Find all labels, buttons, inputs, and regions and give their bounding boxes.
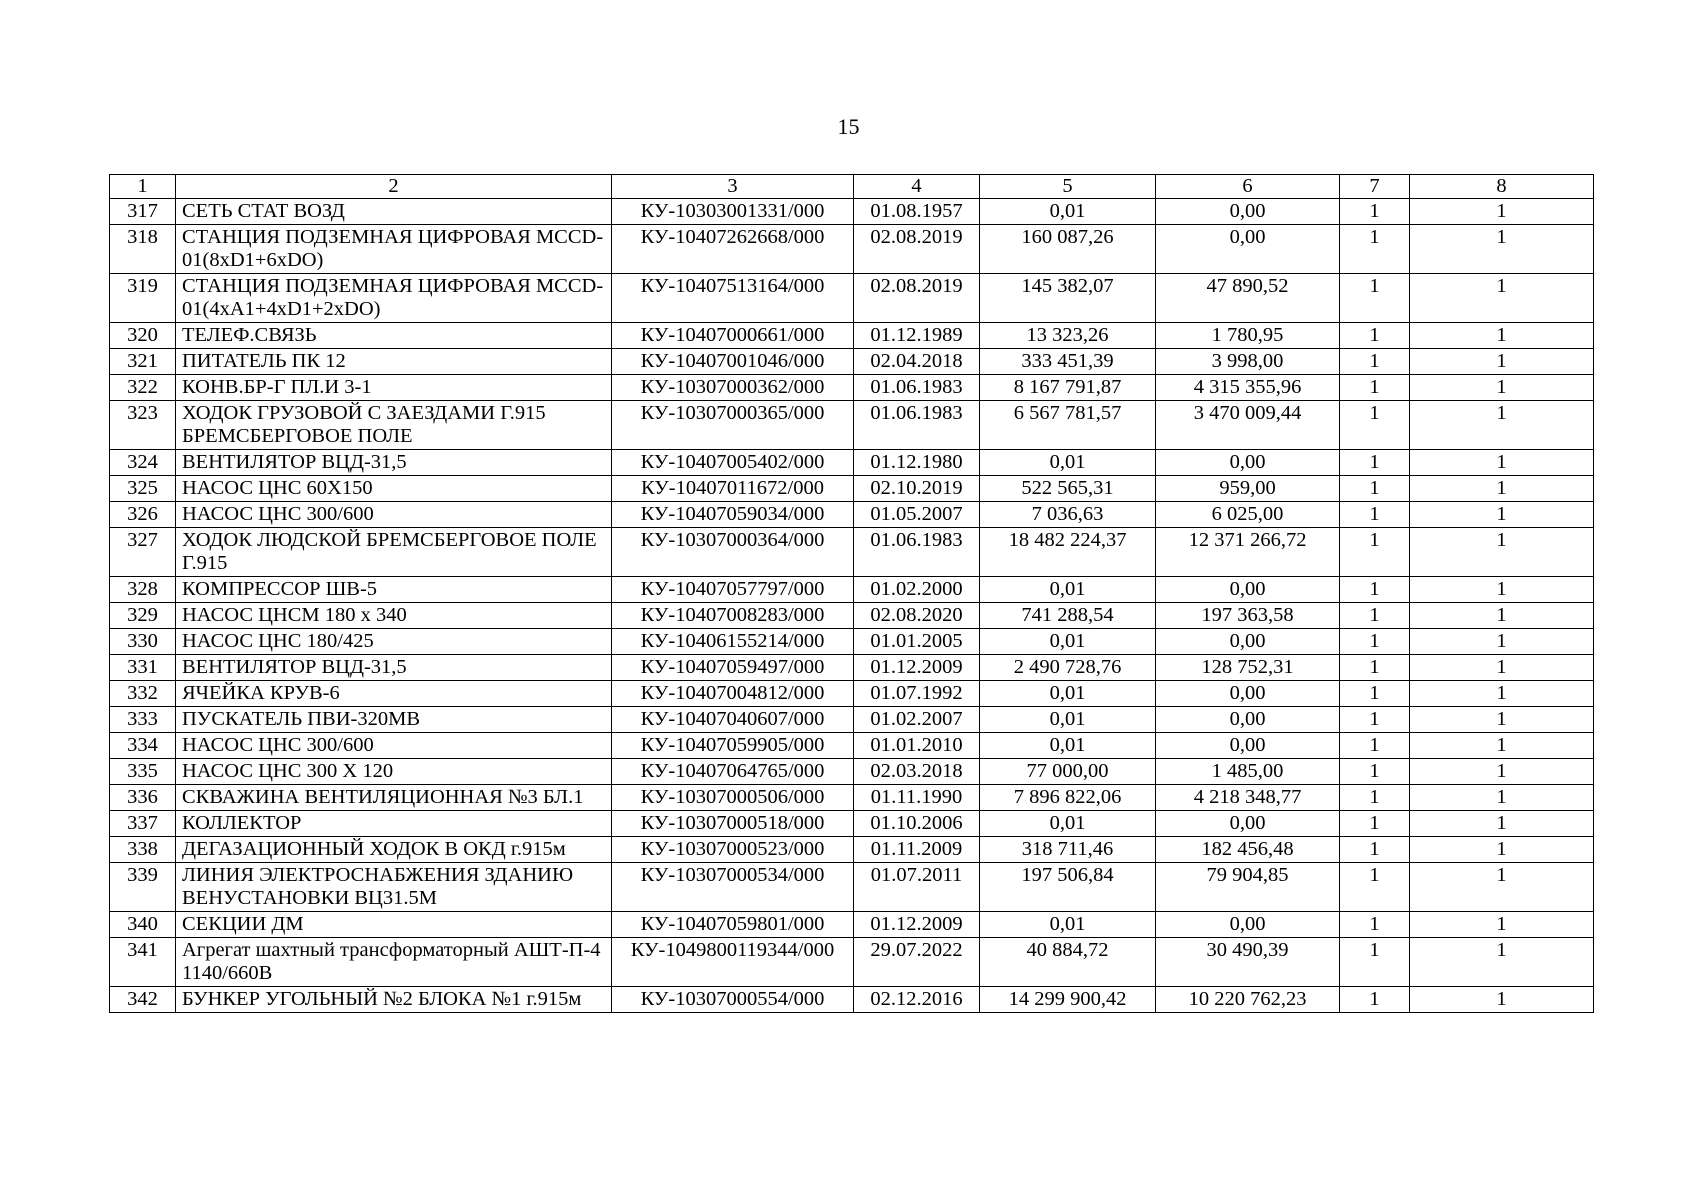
quantity-cell: 1 bbox=[1410, 323, 1594, 349]
quantity-cell: 1 bbox=[1410, 912, 1594, 938]
commission-date-cell: 01.11.2009 bbox=[854, 837, 980, 863]
row-number-cell: 338 bbox=[110, 837, 176, 863]
asset-name-cell: ВЕНТИЛЯТОР ВЦД-31,5 bbox=[176, 655, 612, 681]
inventory-code-cell: КУ-10407262668/000 bbox=[612, 225, 854, 274]
initial-cost-cell: 145 382,07 bbox=[980, 274, 1156, 323]
initial-cost-cell: 14 299 900,42 bbox=[980, 987, 1156, 1013]
row-number-cell: 320 bbox=[110, 323, 176, 349]
table-row bbox=[110, 603, 1594, 629]
quantity-cell: 1 bbox=[1340, 733, 1410, 759]
row-number-cell: 322 bbox=[110, 375, 176, 401]
commission-date-cell: 01.06.1983 bbox=[854, 401, 980, 450]
quantity-cell: 1 bbox=[1410, 375, 1594, 401]
inventory-code-cell: КУ-10407064765/000 bbox=[612, 759, 854, 785]
quantity-cell: 1 bbox=[1410, 837, 1594, 863]
quantity-cell: 1 bbox=[1410, 401, 1594, 450]
residual-cost-cell: 30 490,39 bbox=[1156, 938, 1340, 987]
quantity-cell: 1 bbox=[1340, 199, 1410, 225]
residual-cost-cell: 0,00 bbox=[1156, 629, 1340, 655]
commission-date-cell: 29.07.2022 bbox=[854, 938, 980, 987]
quantity-cell: 1 bbox=[1410, 225, 1594, 274]
quantity-cell: 1 bbox=[1410, 733, 1594, 759]
inventory-code-cell: КУ-10407004812/000 bbox=[612, 681, 854, 707]
asset-name-cell: ВЕНТИЛЯТОР ВЦД-31,5 bbox=[176, 450, 612, 476]
initial-cost-cell: 7 896 822,06 bbox=[980, 785, 1156, 811]
row-number-cell: 325 bbox=[110, 476, 176, 502]
residual-cost-cell: 3 998,00 bbox=[1156, 349, 1340, 375]
commission-date-cell: 01.12.1989 bbox=[854, 323, 980, 349]
quantity-cell: 1 bbox=[1410, 274, 1594, 323]
quantity-cell: 1 bbox=[1410, 603, 1594, 629]
residual-cost-cell: 0,00 bbox=[1156, 811, 1340, 837]
page-number: 15 bbox=[837, 114, 860, 139]
table-row bbox=[110, 759, 1594, 785]
asset-name-cell: ПУСКАТЕЛЬ ПВИ-320МВ bbox=[176, 707, 612, 733]
row-number-cell: 330 bbox=[110, 629, 176, 655]
row-number-cell: 317 bbox=[110, 199, 176, 225]
inventory-code-cell: КУ-10407000661/000 bbox=[612, 323, 854, 349]
quantity-cell: 1 bbox=[1340, 502, 1410, 528]
quantity-cell: 1 bbox=[1340, 759, 1410, 785]
asset-register-table bbox=[109, 174, 1594, 1013]
commission-date-cell: 02.03.2018 bbox=[854, 759, 980, 785]
column-header: 8 bbox=[1410, 175, 1594, 199]
commission-date-cell: 01.02.2000 bbox=[854, 577, 980, 603]
initial-cost-cell: 13 323,26 bbox=[980, 323, 1156, 349]
quantity-cell: 1 bbox=[1340, 603, 1410, 629]
quantity-cell: 1 bbox=[1340, 577, 1410, 603]
initial-cost-cell: 0,01 bbox=[980, 199, 1156, 225]
quantity-cell: 1 bbox=[1410, 629, 1594, 655]
residual-cost-cell: 128 752,31 bbox=[1156, 655, 1340, 681]
inventory-code-cell: КУ-10407059034/000 bbox=[612, 502, 854, 528]
quantity-cell: 1 bbox=[1340, 785, 1410, 811]
row-number-cell: 324 bbox=[110, 450, 176, 476]
residual-cost-cell: 12 371 266,72 bbox=[1156, 528, 1340, 577]
inventory-code-cell: КУ-10407059801/000 bbox=[612, 912, 854, 938]
quantity-cell: 1 bbox=[1410, 655, 1594, 681]
column-header: 6 bbox=[1156, 175, 1340, 199]
initial-cost-cell: 0,01 bbox=[980, 707, 1156, 733]
table-row bbox=[110, 375, 1594, 401]
row-number-cell: 340 bbox=[110, 912, 176, 938]
table-row bbox=[110, 401, 1594, 450]
asset-name-cell: ТЕЛЕФ.СВЯЗЬ bbox=[176, 323, 612, 349]
initial-cost-cell: 160 087,26 bbox=[980, 225, 1156, 274]
row-number-cell: 342 bbox=[110, 987, 176, 1013]
quantity-cell: 1 bbox=[1340, 912, 1410, 938]
column-number-row bbox=[110, 175, 1594, 199]
commission-date-cell: 01.02.2007 bbox=[854, 707, 980, 733]
inventory-code-cell: КУ-10407005402/000 bbox=[612, 450, 854, 476]
quantity-cell: 1 bbox=[1410, 987, 1594, 1013]
initial-cost-cell: 18 482 224,37 bbox=[980, 528, 1156, 577]
table-row bbox=[110, 987, 1594, 1013]
inventory-code-cell: КУ-10303001331/000 bbox=[612, 199, 854, 225]
asset-name-cell: ДЕГАЗАЦИОННЫЙ ХОДОК В ОКД г.915м bbox=[176, 837, 612, 863]
inventory-code-cell: КУ-10407059497/000 bbox=[612, 655, 854, 681]
column-header: 5 bbox=[980, 175, 1156, 199]
quantity-cell: 1 bbox=[1410, 577, 1594, 603]
initial-cost-cell: 40 884,72 bbox=[980, 938, 1156, 987]
residual-cost-cell: 4 315 355,96 bbox=[1156, 375, 1340, 401]
residual-cost-cell: 0,00 bbox=[1156, 912, 1340, 938]
initial-cost-cell: 522 565,31 bbox=[980, 476, 1156, 502]
residual-cost-cell: 959,00 bbox=[1156, 476, 1340, 502]
table-row bbox=[110, 863, 1594, 912]
quantity-cell: 1 bbox=[1410, 863, 1594, 912]
initial-cost-cell: 2 490 728,76 bbox=[980, 655, 1156, 681]
initial-cost-cell: 7 036,63 bbox=[980, 502, 1156, 528]
row-number-cell: 327 bbox=[110, 528, 176, 577]
commission-date-cell: 01.07.2011 bbox=[854, 863, 980, 912]
residual-cost-cell: 1 485,00 bbox=[1156, 759, 1340, 785]
initial-cost-cell: 333 451,39 bbox=[980, 349, 1156, 375]
inventory-code-cell: КУ-10407040607/000 bbox=[612, 707, 854, 733]
residual-cost-cell: 1 780,95 bbox=[1156, 323, 1340, 349]
quantity-cell: 1 bbox=[1410, 450, 1594, 476]
commission-date-cell: 01.11.1990 bbox=[854, 785, 980, 811]
table-row bbox=[110, 655, 1594, 681]
table-row bbox=[110, 681, 1594, 707]
table-row bbox=[110, 577, 1594, 603]
table-row bbox=[110, 707, 1594, 733]
asset-name-cell: НАСОС ЦНС 300/600 bbox=[176, 502, 612, 528]
inventory-code-cell: КУ-10307000365/000 bbox=[612, 401, 854, 450]
quantity-cell: 1 bbox=[1340, 987, 1410, 1013]
asset-name-cell: СТАНЦИЯ ПОДЗЕМНАЯ ЦИФРОВАЯ MCCD-01(8xD1+6xDO) bbox=[176, 225, 612, 274]
asset-name-cell: ЛИНИЯ ЭЛЕКТРОСНАБЖЕНИЯ ЗДАНИЮ ВЕНУСТАНОВКИ ВЦ31.5М bbox=[176, 863, 612, 912]
inventory-code-cell: КУ-10307000364/000 bbox=[612, 528, 854, 577]
initial-cost-cell: 0,01 bbox=[980, 450, 1156, 476]
quantity-cell: 1 bbox=[1340, 863, 1410, 912]
row-number-cell: 337 bbox=[110, 811, 176, 837]
residual-cost-cell: 0,00 bbox=[1156, 450, 1340, 476]
inventory-code-cell: КУ-10307000554/000 bbox=[612, 987, 854, 1013]
inventory-code-cell: КУ-1049800119344/000 bbox=[612, 938, 854, 987]
commission-date-cell: 01.07.1992 bbox=[854, 681, 980, 707]
inventory-code-cell: КУ-10407513164/000 bbox=[612, 274, 854, 323]
initial-cost-cell: 0,01 bbox=[980, 733, 1156, 759]
residual-cost-cell: 0,00 bbox=[1156, 733, 1340, 759]
quantity-cell: 1 bbox=[1340, 375, 1410, 401]
commission-date-cell: 02.08.2019 bbox=[854, 274, 980, 323]
quantity-cell: 1 bbox=[1340, 323, 1410, 349]
quantity-cell: 1 bbox=[1340, 811, 1410, 837]
asset-name-cell: НАСОС ЦНС 60Х150 bbox=[176, 476, 612, 502]
residual-cost-cell: 6 025,00 bbox=[1156, 502, 1340, 528]
table-body bbox=[110, 199, 1594, 1013]
commission-date-cell: 01.12.2009 bbox=[854, 912, 980, 938]
commission-date-cell: 01.05.2007 bbox=[854, 502, 980, 528]
initial-cost-cell: 0,01 bbox=[980, 629, 1156, 655]
table-row bbox=[110, 274, 1594, 323]
inventory-code-cell: КУ-10407001046/000 bbox=[612, 349, 854, 375]
initial-cost-cell: 8 167 791,87 bbox=[980, 375, 1156, 401]
commission-date-cell: 01.01.2010 bbox=[854, 733, 980, 759]
commission-date-cell: 02.12.2016 bbox=[854, 987, 980, 1013]
row-number-cell: 332 bbox=[110, 681, 176, 707]
commission-date-cell: 01.06.1983 bbox=[854, 528, 980, 577]
residual-cost-cell: 0,00 bbox=[1156, 707, 1340, 733]
initial-cost-cell: 318 711,46 bbox=[980, 837, 1156, 863]
residual-cost-cell: 0,00 bbox=[1156, 681, 1340, 707]
quantity-cell: 1 bbox=[1410, 349, 1594, 375]
row-number-cell: 336 bbox=[110, 785, 176, 811]
asset-name-cell: КОЛЛЕКТОР bbox=[176, 811, 612, 837]
column-header: 2 bbox=[176, 175, 612, 199]
initial-cost-cell: 77 000,00 bbox=[980, 759, 1156, 785]
quantity-cell: 1 bbox=[1340, 837, 1410, 863]
row-number-cell: 319 bbox=[110, 274, 176, 323]
column-header: 4 bbox=[854, 175, 980, 199]
column-header: 7 bbox=[1340, 175, 1410, 199]
quantity-cell: 1 bbox=[1340, 681, 1410, 707]
quantity-cell: 1 bbox=[1340, 401, 1410, 450]
commission-date-cell: 01.10.2006 bbox=[854, 811, 980, 837]
inventory-code-cell: КУ-10407011672/000 bbox=[612, 476, 854, 502]
inventory-code-cell: КУ-10307000506/000 bbox=[612, 785, 854, 811]
inventory-code-cell: КУ-10307000518/000 bbox=[612, 811, 854, 837]
asset-name-cell: ПИТАТЕЛЬ ПК 12 bbox=[176, 349, 612, 375]
residual-cost-cell: 4 218 348,77 bbox=[1156, 785, 1340, 811]
asset-name-cell: НАСОС ЦНС 180/425 bbox=[176, 629, 612, 655]
table-row bbox=[110, 938, 1594, 987]
table-row bbox=[110, 811, 1594, 837]
row-number-cell: 339 bbox=[110, 863, 176, 912]
commission-date-cell: 01.12.2009 bbox=[854, 655, 980, 681]
initial-cost-cell: 6 567 781,57 bbox=[980, 401, 1156, 450]
commission-date-cell: 01.08.1957 bbox=[854, 199, 980, 225]
asset-name-cell: НАСОС ЦНС 300 Х 120 bbox=[176, 759, 612, 785]
commission-date-cell: 01.01.2005 bbox=[854, 629, 980, 655]
residual-cost-cell: 0,00 bbox=[1156, 577, 1340, 603]
quantity-cell: 1 bbox=[1340, 349, 1410, 375]
row-number-cell: 318 bbox=[110, 225, 176, 274]
column-header: 1 bbox=[110, 175, 176, 199]
initial-cost-cell: 197 506,84 bbox=[980, 863, 1156, 912]
inventory-code-cell: КУ-10407057797/000 bbox=[612, 577, 854, 603]
inventory-code-cell: КУ-10406155214/000 bbox=[612, 629, 854, 655]
quantity-cell: 1 bbox=[1340, 655, 1410, 681]
residual-cost-cell: 47 890,52 bbox=[1156, 274, 1340, 323]
table-row bbox=[110, 199, 1594, 225]
inventory-code-cell: КУ-10407008283/000 bbox=[612, 603, 854, 629]
row-number-cell: 333 bbox=[110, 707, 176, 733]
table-row bbox=[110, 837, 1594, 863]
table-row bbox=[110, 225, 1594, 274]
initial-cost-cell: 0,01 bbox=[980, 577, 1156, 603]
table-row bbox=[110, 349, 1594, 375]
residual-cost-cell: 0,00 bbox=[1156, 199, 1340, 225]
asset-name-cell: СЕКЦИИ ДМ bbox=[176, 912, 612, 938]
initial-cost-cell: 0,01 bbox=[980, 912, 1156, 938]
asset-name-cell: ЯЧЕЙКА КРУВ-6 bbox=[176, 681, 612, 707]
row-number-cell: 328 bbox=[110, 577, 176, 603]
table-row bbox=[110, 502, 1594, 528]
column-header: 3 bbox=[612, 175, 854, 199]
asset-name-cell: Агрегат шахтный трансформаторный АШТ-П-4 1140/660В bbox=[176, 938, 612, 987]
row-number-cell: 326 bbox=[110, 502, 176, 528]
asset-name-cell: ХОДОК ЛЮДСКОЙ БРЕМСБЕРГОВОЕ ПОЛЕ Г.915 bbox=[176, 528, 612, 577]
residual-cost-cell: 197 363,58 bbox=[1156, 603, 1340, 629]
table-row bbox=[110, 733, 1594, 759]
asset-name-cell: КОМПРЕССОР ШВ-5 bbox=[176, 577, 612, 603]
row-number-cell: 321 bbox=[110, 349, 176, 375]
quantity-cell: 1 bbox=[1410, 199, 1594, 225]
table-row bbox=[110, 323, 1594, 349]
commission-date-cell: 01.12.1980 bbox=[854, 450, 980, 476]
inventory-code-cell: КУ-10307000523/000 bbox=[612, 837, 854, 863]
quantity-cell: 1 bbox=[1340, 476, 1410, 502]
initial-cost-cell: 741 288,54 bbox=[980, 603, 1156, 629]
row-number-cell: 329 bbox=[110, 603, 176, 629]
asset-name-cell: НАСОС ЦНС 300/600 bbox=[176, 733, 612, 759]
asset-name-cell: КОНВ.БР-Г ПЛ.И 3-1 bbox=[176, 375, 612, 401]
asset-name-cell: СТАНЦИЯ ПОДЗЕМНАЯ ЦИФРОВАЯ MCCD-01(4xA1+4xD1+2xDO) bbox=[176, 274, 612, 323]
commission-date-cell: 01.06.1983 bbox=[854, 375, 980, 401]
quantity-cell: 1 bbox=[1410, 759, 1594, 785]
quantity-cell: 1 bbox=[1410, 476, 1594, 502]
asset-name-cell: НАСОС ЦНСМ 180 х 340 bbox=[176, 603, 612, 629]
row-number-cell: 334 bbox=[110, 733, 176, 759]
quantity-cell: 1 bbox=[1340, 528, 1410, 577]
commission-date-cell: 02.10.2019 bbox=[854, 476, 980, 502]
quantity-cell: 1 bbox=[1410, 502, 1594, 528]
residual-cost-cell: 79 904,85 bbox=[1156, 863, 1340, 912]
residual-cost-cell: 0,00 bbox=[1156, 225, 1340, 274]
table-row bbox=[110, 785, 1594, 811]
quantity-cell: 1 bbox=[1340, 225, 1410, 274]
commission-date-cell: 02.08.2019 bbox=[854, 225, 980, 274]
quantity-cell: 1 bbox=[1340, 938, 1410, 987]
row-number-cell: 335 bbox=[110, 759, 176, 785]
quantity-cell: 1 bbox=[1410, 707, 1594, 733]
table-row bbox=[110, 629, 1594, 655]
table-row bbox=[110, 528, 1594, 577]
commission-date-cell: 02.04.2018 bbox=[854, 349, 980, 375]
inventory-code-cell: КУ-10407059905/000 bbox=[612, 733, 854, 759]
quantity-cell: 1 bbox=[1410, 681, 1594, 707]
quantity-cell: 1 bbox=[1340, 274, 1410, 323]
asset-name-cell: БУНКЕР УГОЛЬНЫЙ №2 БЛОКА №1 г.915м bbox=[176, 987, 612, 1013]
row-number-cell: 323 bbox=[110, 401, 176, 450]
row-number-cell: 331 bbox=[110, 655, 176, 681]
initial-cost-cell: 0,01 bbox=[980, 811, 1156, 837]
quantity-cell: 1 bbox=[1410, 811, 1594, 837]
commission-date-cell: 02.08.2020 bbox=[854, 603, 980, 629]
asset-name-cell: СЕТЬ СТАТ ВОЗД bbox=[176, 199, 612, 225]
residual-cost-cell: 10 220 762,23 bbox=[1156, 987, 1340, 1013]
row-number-cell: 341 bbox=[110, 938, 176, 987]
quantity-cell: 1 bbox=[1410, 938, 1594, 987]
quantity-cell: 1 bbox=[1410, 528, 1594, 577]
quantity-cell: 1 bbox=[1410, 785, 1594, 811]
asset-name-cell: ХОДОК ГРУЗОВОЙ С ЗАЕЗДАМИ Г.915 БРЕМСБЕРГОВОЕ ПОЛЕ bbox=[176, 401, 612, 450]
quantity-cell: 1 bbox=[1340, 450, 1410, 476]
quantity-cell: 1 bbox=[1340, 707, 1410, 733]
residual-cost-cell: 3 470 009,44 bbox=[1156, 401, 1340, 450]
table-row bbox=[110, 912, 1594, 938]
asset-name-cell: СКВАЖИНА ВЕНТИЛЯЦИОННАЯ №3 БЛ.1 bbox=[176, 785, 612, 811]
residual-cost-cell: 182 456,48 bbox=[1156, 837, 1340, 863]
inventory-code-cell: КУ-10307000362/000 bbox=[612, 375, 854, 401]
quantity-cell: 1 bbox=[1340, 629, 1410, 655]
initial-cost-cell: 0,01 bbox=[980, 681, 1156, 707]
table-row bbox=[110, 450, 1594, 476]
table-row bbox=[110, 476, 1594, 502]
inventory-code-cell: КУ-10307000534/000 bbox=[612, 863, 854, 912]
